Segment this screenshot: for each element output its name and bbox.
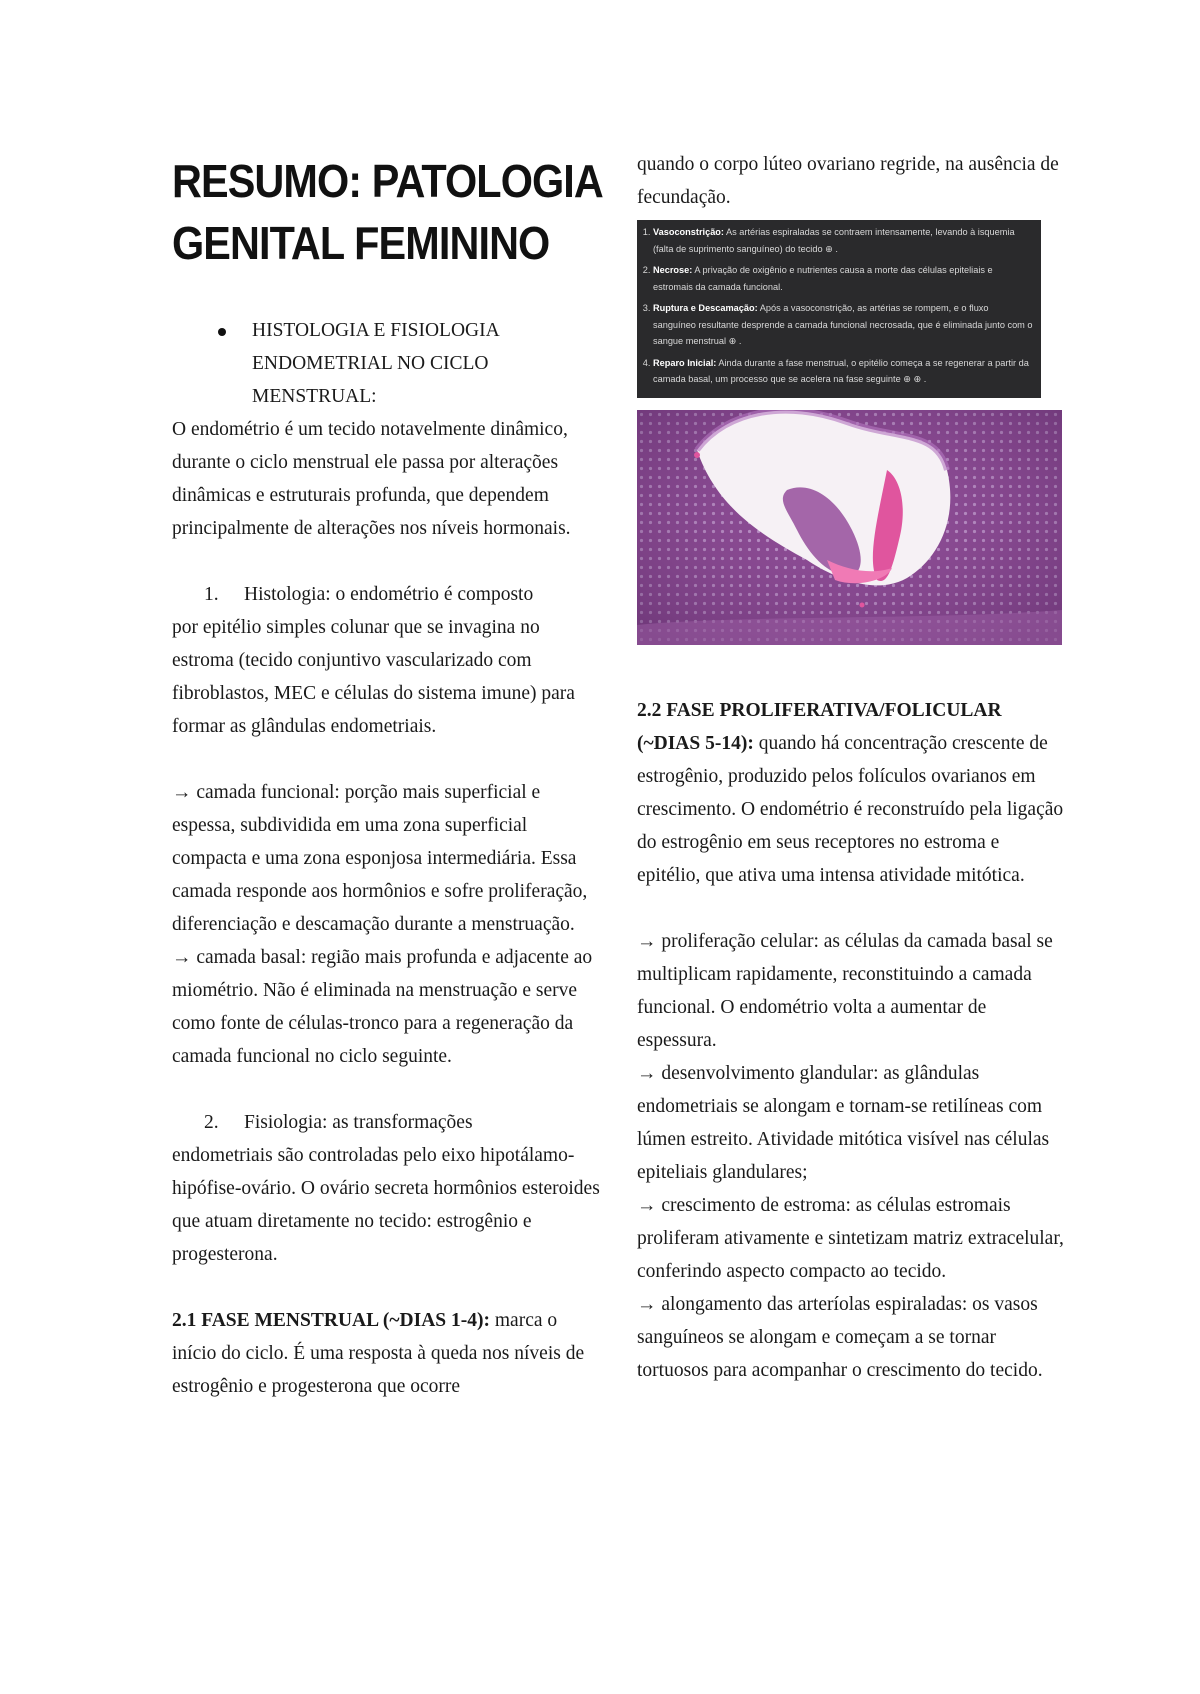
fase-proliferativa-text: quando há concentração crescente de estrogênio, produzido pelos folículos ovarianos em crescimento. O endométrio é reconstruído pela ligação do estrogênio em seus receptores no estroma e epitélio, que ativa uma intensa atividade mitótica.	[637, 733, 1064, 886]
camada-funcional-paragraph: → camada funcional: porção mais superficial e espessa, subdividida em uma zona superficial compacta e uma zona esponjosa intermediária. Essa camada responde aos hormônios e sofre proliferação, diferenciação e descamação durante a menstruação.	[172, 782, 588, 935]
screenshot-item: 3. Ruptura e Descamação: Após a vasoconstrição, as artérias se rompem, e o fluxo sanguíneo resultante desprende a camada funcional necrosada, que é eliminada junto com o sangue menstrual ⊕ .	[653, 300, 1033, 350]
desenvolvimento-glandular-paragraph: → desenvolvimento glandular: as glândulas endometriais se alongam e tornam-se retilíneas com lúmen estreito. Atividade mitótica visível nas células epiteliais glandulares;	[637, 1063, 1050, 1183]
item-2-continuation: endometriais são controladas pelo eixo hipotálamo-hipófise-ovário. O ovário secreta hormônios esteroides que atuam diretamente no tecido: estrogênio e progesterona.	[172, 1145, 600, 1265]
fase-proliferativa-heading: 2.2 FASE PROLIFERATIVA/FOLICULAR (~DIAS 5-14):	[637, 700, 1002, 754]
left-column	[172, 150, 602, 1403]
fase-menstrual-text: marca o início do ciclo. É uma resposta à queda nos níveis de estrogênio e progesterona que ocorre	[172, 1310, 585, 1397]
title-line-2: GENITAL FEMININO	[172, 217, 550, 269]
screenshot-item: 4. Reparo Inicial: Ainda durante a fase menstrual, o epitélio começa a se regenerar a partir da camada basal, um processo que se acelera na fase seguinte ⊕ ⊕ .	[653, 355, 1033, 388]
document-title	[172, 150, 603, 274]
fase-proliferativa-paragraph	[637, 694, 1067, 892]
item-1-number: 1.	[204, 584, 219, 605]
histology-image	[637, 410, 1062, 645]
arteriolas-paragraph: → alongamento das arteríolas espiraladas: os vasos sanguíneos se alongam e começam a se tornar tortuosos para acompanhar o crescimento do tecido.	[637, 1294, 1043, 1381]
fase-menstrual-heading: 2.1 FASE MENSTRUAL (~DIAS 1-4):	[172, 1310, 491, 1331]
proliferacao-celular-paragraph: → proliferação celular: as células da camada basal se multiplicam rapidamente, reconstituindo a camada funcional. O endométrio volta a aumentar de espessura.	[637, 931, 1053, 1051]
camada-basal-paragraph: → camada basal: região mais profunda e adjacente ao miométrio. Não é eliminada na menstruação e serve como fonte de células-tronco para a regeneração da camada funcional no ciclo seguinte.	[172, 947, 593, 1067]
item-2-text: Fisiologia: as transformações	[244, 1112, 473, 1133]
bullet-heading-text: HISTOLOGIA E FISIOLOGIA ENDOMETRIAL NO CICLO MENSTRUAL:	[252, 320, 499, 407]
screenshot-item: 1. Vasoconstrição: As artérias espiraladas se contraem intensamente, levando à isquemia (falta de suprimento sanguíneo) do tecido ⊕ .	[653, 224, 1033, 257]
item-2-number: 2.	[204, 1112, 219, 1133]
item-1-text: Histologia: o endométrio é composto	[244, 584, 534, 605]
screenshot-list	[641, 224, 1033, 388]
intro-paragraph: O endométrio é um tecido notavelmente dinâmico, durante o ciclo menstrual ele passa por alterações dinâmicas e estruturais profunda, que dependem principalmente de alterações nos níveis hormonais.	[172, 419, 571, 539]
screenshot-item: 2. Necrose: A privação de oxigênio e nutrientes causa a morte das células epiteliais e estromais da camada funcional.	[653, 262, 1033, 295]
numbered-item-1	[172, 578, 602, 611]
embedded-screenshot	[637, 220, 1041, 398]
numbered-item-2	[172, 1106, 602, 1139]
fase-menstrual-paragraph	[172, 1304, 602, 1403]
right-column	[637, 148, 1067, 1387]
crescimento-estroma-paragraph: → crescimento de estroma: as células estromais proliferam ativamente e sintetizam matriz extracelular, conferindo aspecto compacto ao tecido.	[637, 1195, 1064, 1282]
item-1-continuation: por epitélio simples colunar que se invagina no estroma (tecido conjuntivo vascularizado com fibroblastos, MEC e células do sistema imune) para formar as glândulas endometriais.	[172, 617, 575, 737]
bullet-dot-icon	[218, 328, 226, 336]
title-line-1: RESUMO: PATOLOGIA	[172, 155, 603, 207]
fase-menstrual-continuation: quando o corpo lúteo ovariano regride, na ausência de fecundação.	[637, 154, 1059, 208]
bullet-heading	[172, 314, 602, 413]
